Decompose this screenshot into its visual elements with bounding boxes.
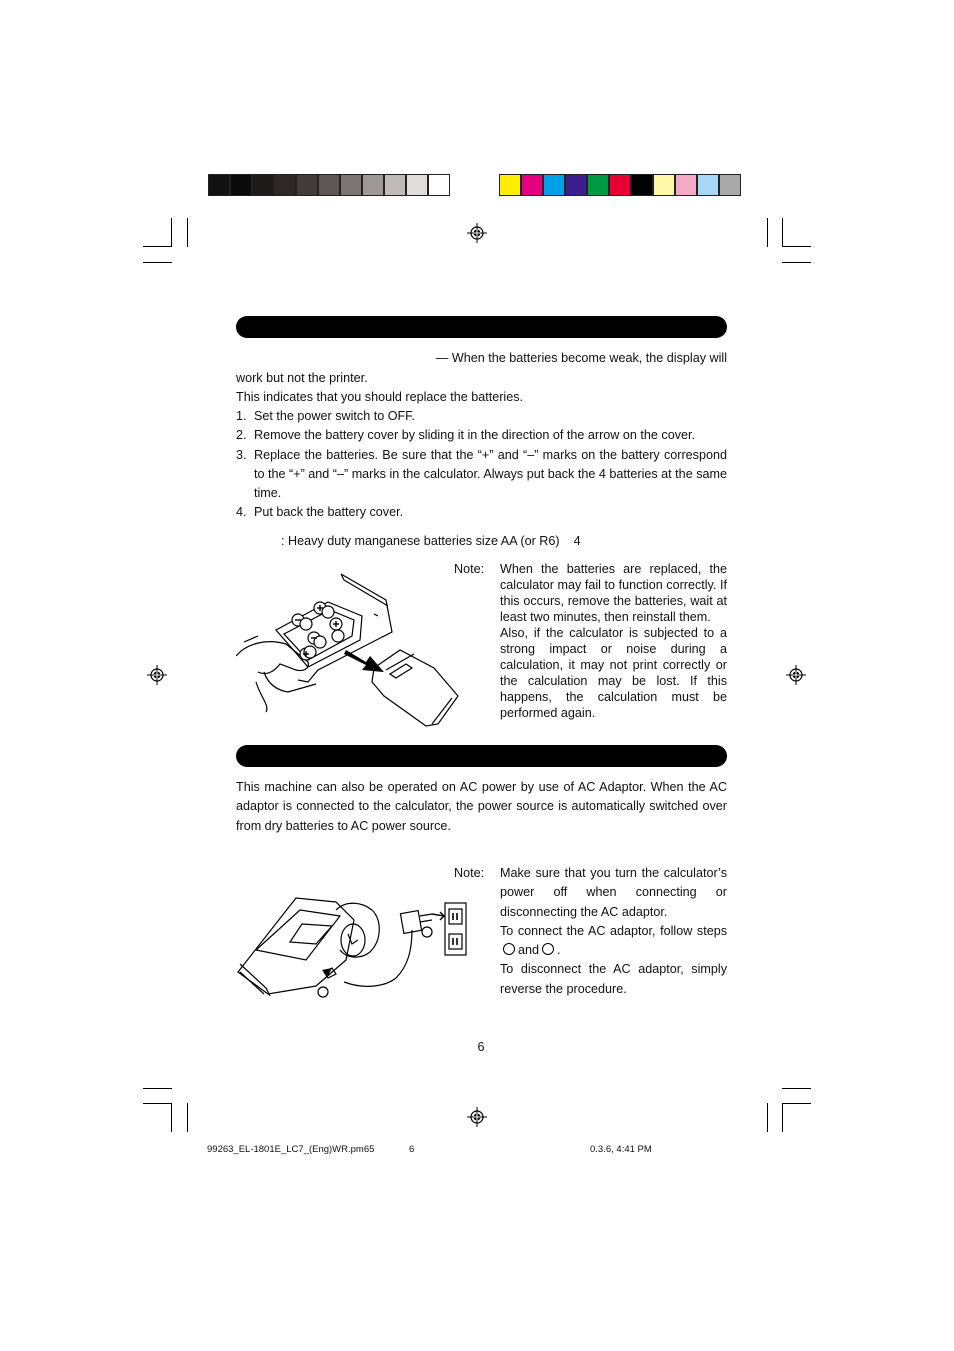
color-swatch bbox=[231, 175, 251, 195]
step-circle-icon bbox=[503, 943, 515, 955]
section-header-bar bbox=[236, 316, 727, 338]
crop-mark bbox=[767, 218, 768, 247]
list-item: 2. Remove the battery cover by sliding it in the direction of the arrow on the cover. bbox=[236, 428, 696, 443]
color-swatch bbox=[429, 175, 449, 195]
color-swatch bbox=[720, 175, 740, 195]
registration-mark-icon bbox=[147, 665, 167, 685]
color-swatch bbox=[610, 175, 630, 195]
color-swatch bbox=[588, 175, 608, 195]
color-swatch bbox=[654, 175, 674, 195]
color-swatch bbox=[566, 175, 586, 195]
step-circle-icon bbox=[542, 943, 554, 955]
registration-mark-icon bbox=[467, 1107, 487, 1127]
crop-mark bbox=[143, 246, 172, 247]
registration-mark-icon bbox=[467, 223, 487, 243]
footer-timestamp: 0.3.6, 4:41 PM bbox=[590, 1144, 652, 1155]
color-swatch bbox=[676, 175, 696, 195]
color-swatch bbox=[522, 175, 542, 195]
crop-mark bbox=[171, 218, 172, 247]
crop-mark bbox=[187, 1103, 188, 1132]
color-swatch bbox=[319, 175, 339, 195]
crop-mark bbox=[171, 1103, 172, 1132]
color-calibration-strip bbox=[499, 174, 741, 196]
intro-text: — When the batteries become weak, the display will bbox=[435, 351, 727, 365]
intro-text-continued: work but not the printer. bbox=[236, 371, 368, 385]
note-paragraph: To disconnect the AC adaptor, simply reverse the procedure. bbox=[500, 962, 727, 996]
crop-mark bbox=[767, 1103, 768, 1132]
color-swatch bbox=[341, 175, 361, 195]
battery-steps-list bbox=[236, 407, 727, 523]
battery-replacement-illustration bbox=[236, 572, 460, 732]
footer-filename: 99263_EL-1801E_LC7_(Eng)WR.pm65 bbox=[207, 1144, 375, 1155]
color-swatch bbox=[698, 175, 718, 195]
crop-mark bbox=[782, 1103, 783, 1132]
crop-mark bbox=[143, 262, 172, 263]
ac-adaptor-intro: This machine can also be operated on AC power by use of AC Adaptor. When the AC adaptor is connected to the calculator, the power source is automatically switched over from dry batteries to AC power source. bbox=[236, 780, 727, 833]
crop-mark bbox=[143, 1088, 172, 1089]
registration-mark-icon bbox=[786, 665, 806, 685]
note-label: Note: bbox=[454, 562, 485, 576]
note-paragraph: Make sure that you turn the calculator’s power off when connecting or disconnecting the AC adaptor. bbox=[500, 866, 727, 919]
color-swatch bbox=[544, 175, 564, 195]
color-swatch bbox=[297, 175, 317, 195]
footer-page: 6 bbox=[409, 1144, 415, 1155]
page-number: 6 bbox=[477, 1040, 485, 1054]
note-paragraph: To connect the AC adaptor, follow steps and . bbox=[500, 923, 727, 958]
crop-mark bbox=[187, 218, 188, 247]
color-swatch bbox=[407, 175, 427, 195]
gray-calibration-strip bbox=[208, 174, 450, 196]
crop-mark bbox=[143, 1103, 172, 1104]
battery-spec: : Heavy duty manganese batteries size AA (or R6) 4 bbox=[281, 534, 581, 548]
crop-mark bbox=[782, 1103, 811, 1104]
section-header-bar bbox=[236, 745, 727, 767]
ac-adaptor-illustration bbox=[236, 890, 468, 1002]
color-swatch bbox=[363, 175, 383, 195]
crop-mark bbox=[782, 1088, 811, 1089]
list-item: 4. Put back the battery cover. bbox=[236, 505, 404, 520]
color-swatch bbox=[632, 175, 652, 195]
note-label: Note: bbox=[454, 866, 485, 880]
list-item: 3. Replace the batteries. Be sure that the “+” and “–” marks on the battery correspond to the “+” and “–” marks in the calculator. Always put back the 4 batteries at the same time. bbox=[236, 447, 727, 501]
battery-note bbox=[500, 561, 727, 721]
crop-mark bbox=[782, 218, 783, 247]
crop-mark bbox=[782, 262, 811, 263]
color-swatch bbox=[385, 175, 405, 195]
color-swatch bbox=[500, 175, 520, 195]
ac-adaptor-note bbox=[500, 864, 727, 999]
note-paragraph: Also, if the calculator is subjected to a strong impact or noise during a calculation, it may not print correctly or the calculation may be lost. If this happens, the calculation must be performed again. bbox=[500, 626, 727, 720]
crop-mark bbox=[782, 246, 811, 247]
color-swatch bbox=[209, 175, 229, 195]
list-item: 1. Set the power switch to OFF. bbox=[236, 409, 415, 423]
color-swatch bbox=[275, 175, 295, 195]
replace-indication-text: This indicates that you should replace the batteries. bbox=[236, 390, 524, 404]
color-swatch bbox=[253, 175, 273, 195]
note-paragraph: When the batteries are replaced, the calculator may fail to function correctly. If this occurs, remove the batteries, wait at least two minutes, then reinstall them. bbox=[500, 562, 727, 624]
